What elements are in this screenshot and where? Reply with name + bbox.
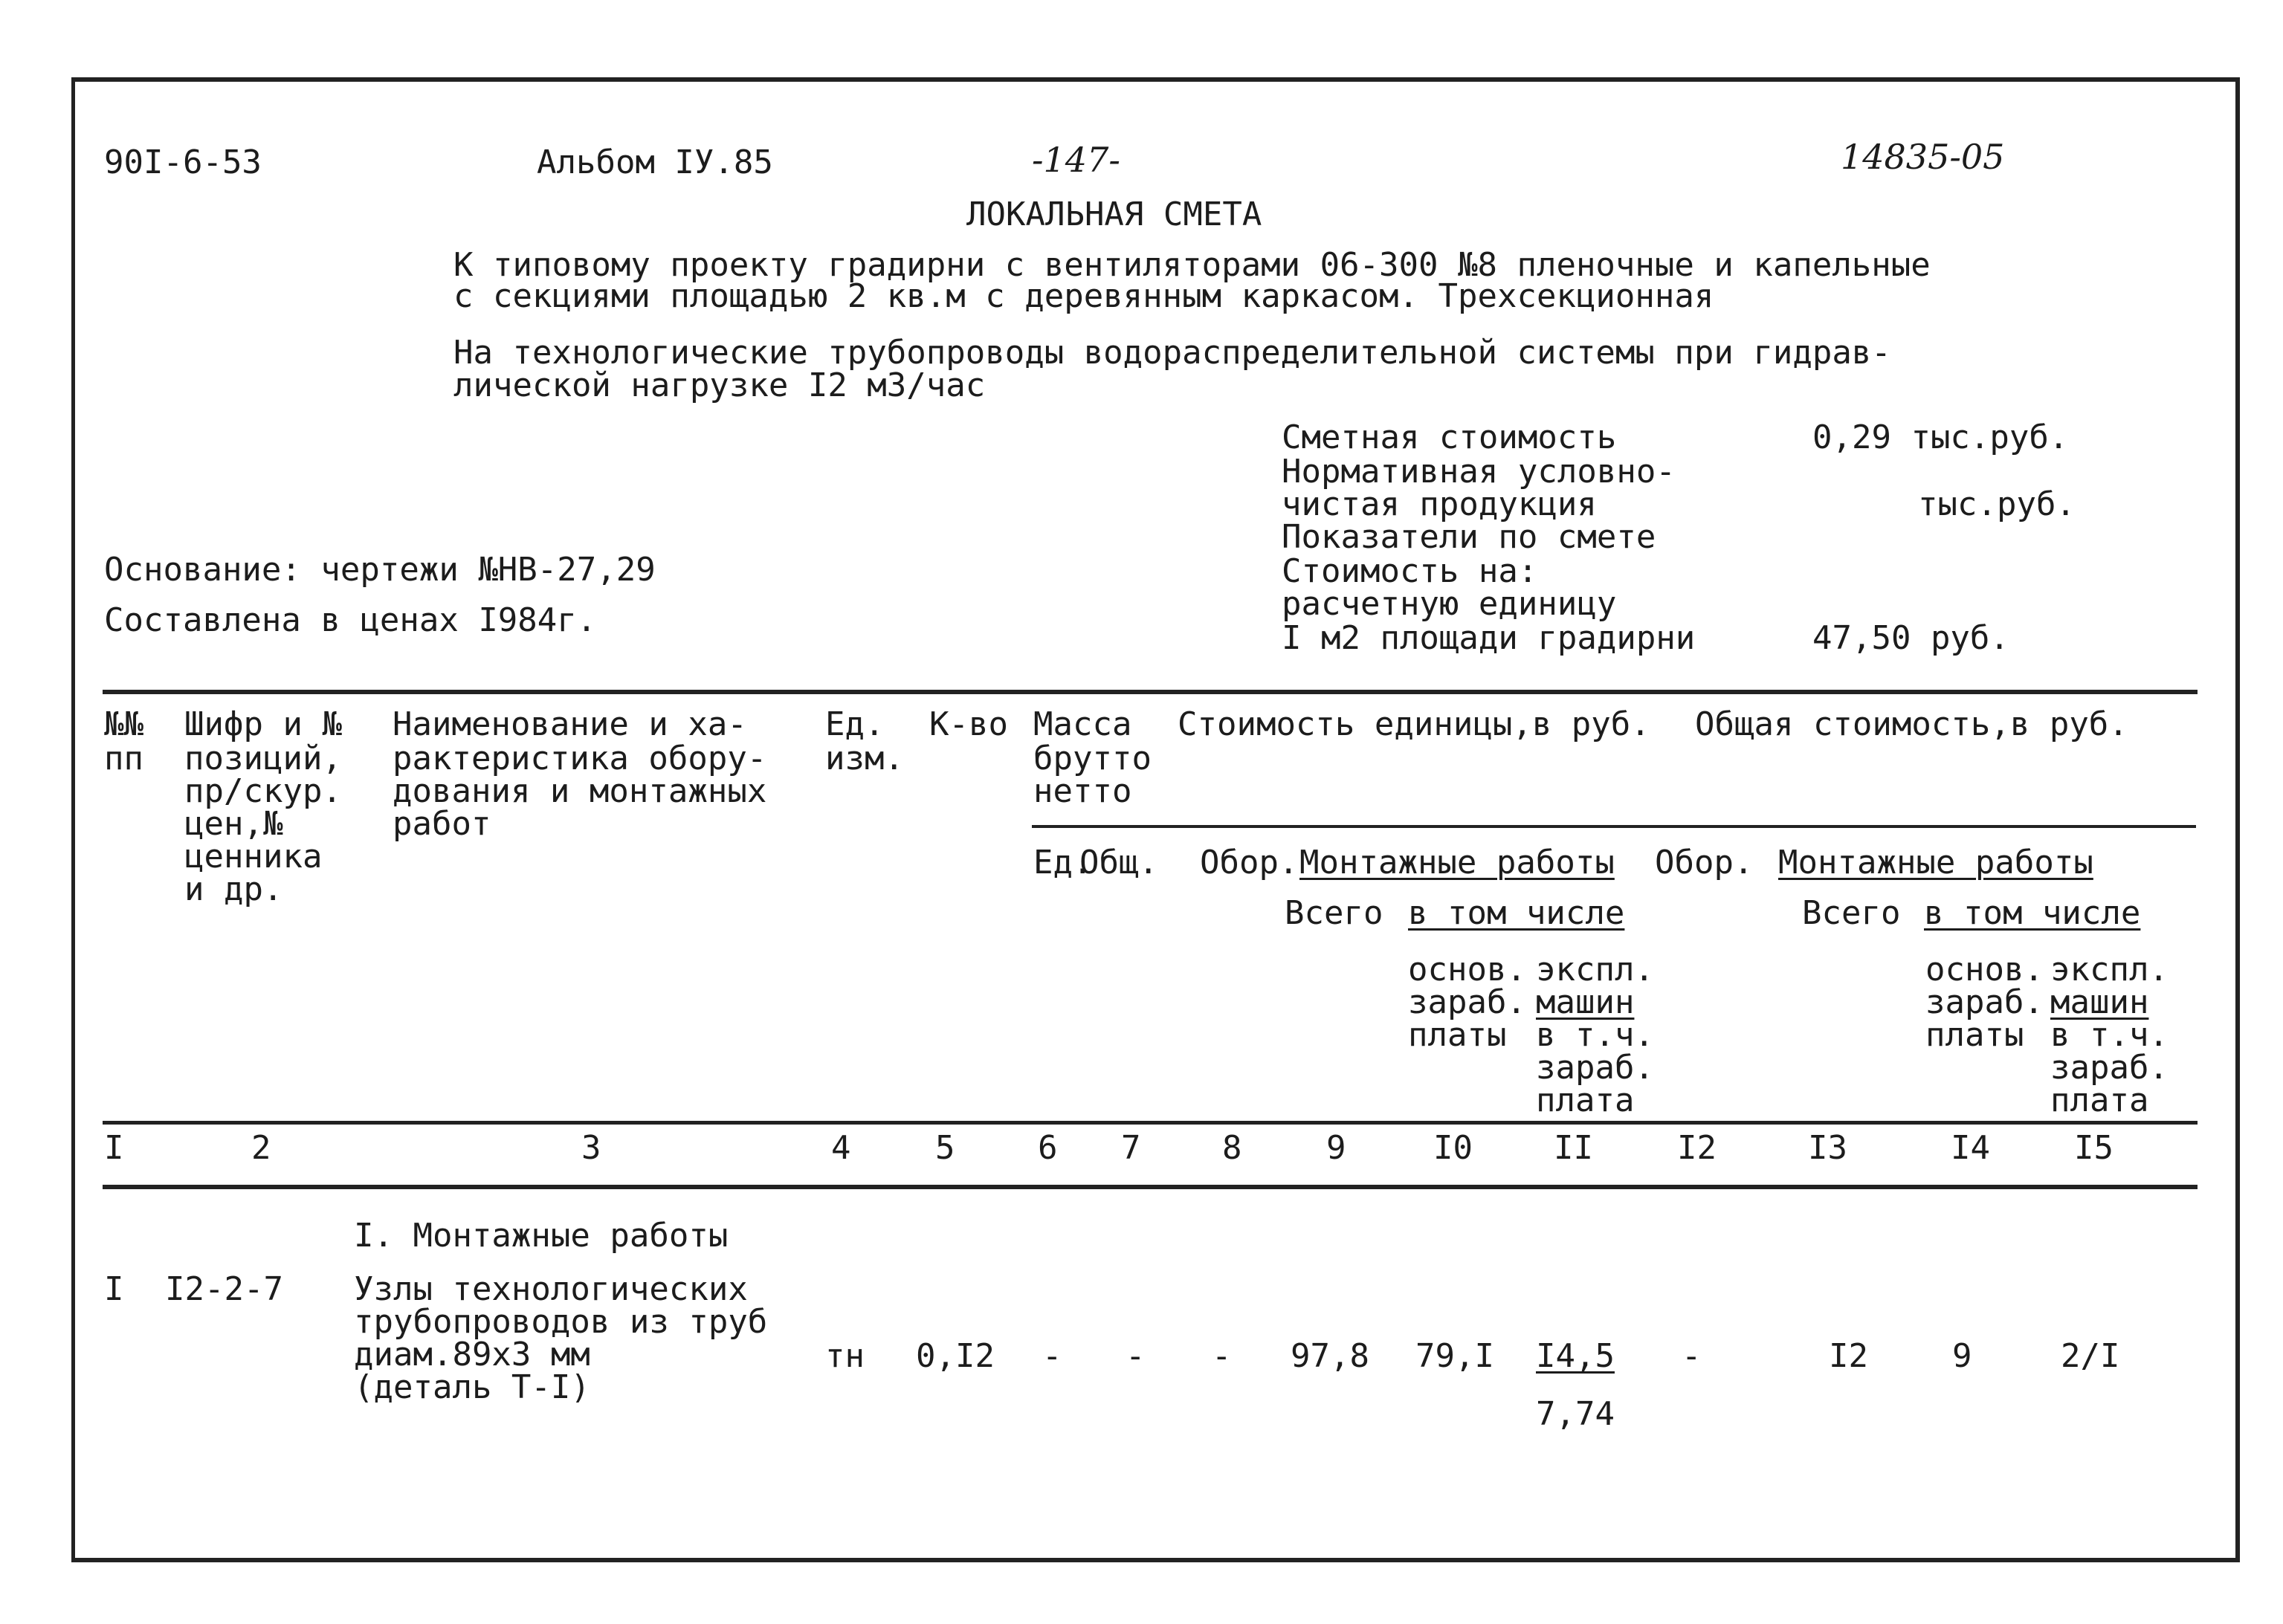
row-col11-wage: 7,74 <box>1536 1395 1615 1433</box>
th-name-4: работ <box>393 805 491 843</box>
row-col11: I4,5 <box>1536 1337 1615 1375</box>
th-sub-obsh: Общ. <box>1079 844 1158 881</box>
th-vtom-1: в том числе <box>1408 894 1625 932</box>
row-col14: 9 <box>1952 1337 1972 1375</box>
row-name-4: (деталь Т-I) <box>354 1368 590 1406</box>
cost-group-rule <box>1032 825 2196 828</box>
th-ekspl-2b: машин <box>2050 983 2149 1021</box>
row-num: I <box>104 1270 124 1308</box>
th-qty: К-во <box>929 705 1008 743</box>
row-name-3: диам.89х3 мм <box>354 1336 590 1374</box>
row-col13: I2 <box>1829 1337 1868 1375</box>
summary-cost-on-label: Стоимость на: <box>1282 552 1538 590</box>
basis-drawings: Основание: чертежи №НВ-27,29 <box>104 551 656 589</box>
th-unit-2: изм. <box>825 740 904 777</box>
page-number: -147- <box>1032 140 1120 180</box>
th-ekspl-1c: в т.ч. <box>1536 1016 1654 1054</box>
summary-area-value: 47,50 руб. <box>1812 619 2009 657</box>
col-number-9: 9 <box>1326 1129 1346 1167</box>
col-number-12: I2 <box>1677 1129 1717 1167</box>
summary-estimated-cost-label: Сметная стоимость <box>1282 418 1617 456</box>
th-code-3: пр/скур. <box>184 772 342 810</box>
project-line-1: К типовому проекту градирни с вентиляторами 06-300 №8 пленочные и капельные <box>453 246 1931 284</box>
th-ekspl-1e: плата <box>1536 1081 1635 1119</box>
col-number-3: 3 <box>581 1129 601 1167</box>
col-number-10: I0 <box>1433 1129 1473 1167</box>
column-numbers-rule <box>103 1185 2198 1189</box>
row-col12: - <box>1682 1337 1702 1375</box>
row-name-2: трубопроводов из труб <box>354 1303 768 1341</box>
row-col7: - <box>1126 1337 1146 1375</box>
th-sub-obor-2: Обор. <box>1655 844 1754 881</box>
album-label: Альбом IУ.85 <box>537 143 773 181</box>
th-osn-1c: платы <box>1408 1016 1507 1054</box>
th-ekspl-2e: плата <box>2050 1081 2149 1119</box>
th-name-2: рактеристика обору- <box>393 740 767 777</box>
scope-line-1: На технологические трубопроводы водораспределительной системы при гидрав- <box>453 334 1891 372</box>
col-number-13: I3 <box>1808 1129 1847 1167</box>
th-mass-2: брутто <box>1033 740 1152 777</box>
row-col15: 2/I <box>2061 1337 2120 1375</box>
row-code: I2-2-7 <box>165 1270 283 1308</box>
col-number-7: 7 <box>1121 1129 1141 1167</box>
row-qty: 0,I2 <box>916 1337 995 1375</box>
th-osn-2a: основ. <box>1925 951 2044 989</box>
col-number-5: 5 <box>935 1129 955 1167</box>
header-bottom-rule <box>103 1121 2198 1125</box>
col-number-6: 6 <box>1038 1129 1058 1167</box>
table-top-rule <box>103 690 2198 694</box>
th-vsego-1: Всего <box>1285 894 1383 932</box>
summary-normative-label-2: чистая продукция <box>1282 485 1597 523</box>
th-ekspl-1a: экспл. <box>1536 951 1654 989</box>
document-number: 14835-05 <box>1841 137 2005 177</box>
th-unit-cost: Стоимость единицы,в руб. <box>1178 705 1650 743</box>
doc-code: 90I-6-53 <box>104 143 262 181</box>
basis-prices: Составлена в ценах I984г. <box>104 601 597 639</box>
th-sub-mont-1: Монтажные работы <box>1299 844 1615 881</box>
th-ekspl-2d: зараб. <box>2050 1049 2169 1087</box>
row-col8: - <box>1212 1337 1232 1375</box>
th-osn-1b: зараб. <box>1408 983 1526 1021</box>
th-vsego-2: Всего <box>1802 894 1901 932</box>
col-number-8: 8 <box>1222 1129 1242 1167</box>
project-line-2: с секциями площадью 2 кв.м с деревянным каркасом. Трехсекционная <box>453 277 1714 315</box>
th-sub-ed: Ед. <box>1033 844 1093 881</box>
th-osn-2c: платы <box>1925 1016 2024 1054</box>
th-code-5: ценника <box>184 838 323 876</box>
th-code-2: позиций, <box>184 740 342 777</box>
summary-unit-label: расчетную единицу <box>1282 585 1617 623</box>
th-mass-1: Масса <box>1033 705 1132 743</box>
th-num-1: №№ <box>104 705 143 743</box>
th-ekspl-1d: зараб. <box>1536 1049 1654 1087</box>
row-name-1: Узлы технологических <box>354 1270 748 1308</box>
th-name-3: дования и монтажных <box>393 772 767 810</box>
col-number-4: 4 <box>831 1129 851 1167</box>
summary-estimated-cost-value: 0,29 тыс.руб. <box>1812 418 2069 456</box>
summary-indicators-label: Показатели по смете <box>1282 518 1656 556</box>
document-title: ЛОКАЛЬНАЯ СМЕТА <box>966 195 1262 233</box>
th-name-1: Наименование и ха- <box>393 705 747 743</box>
th-unit-1: Ед. <box>825 705 885 743</box>
summary-normative-label-1: Нормативная условно- <box>1282 453 1676 491</box>
section-title: I. Монтажные работы <box>354 1217 729 1255</box>
col-number-14: I4 <box>1951 1129 1990 1167</box>
summary-normative-value: тыс.руб. <box>1918 485 2076 523</box>
row-unit: тн <box>825 1337 865 1375</box>
th-code-6: и др. <box>184 870 283 908</box>
row-col6: - <box>1042 1337 1062 1375</box>
row-col10: 79,I <box>1415 1337 1494 1375</box>
col-number-11: II <box>1554 1129 1593 1167</box>
th-code-1: Шифр и № <box>184 705 342 743</box>
th-sub-mont-2: Монтажные работы <box>1778 844 2093 881</box>
scope-line-2: лической нагрузке I2 м3/час <box>453 366 986 404</box>
th-num-2: пп <box>104 740 143 777</box>
col-number-2: 2 <box>251 1129 271 1167</box>
th-sub-obor-1: Обор. <box>1200 844 1299 881</box>
th-ekspl-1b: машин <box>1536 983 1635 1021</box>
col-number-15: I5 <box>2074 1129 2114 1167</box>
summary-area-label: I м2 площади градирни <box>1282 619 1696 657</box>
col-number-1: I <box>104 1129 124 1167</box>
th-total-cost: Общая стоимость,в руб. <box>1695 705 2128 743</box>
th-code-4: цен,№ <box>184 805 283 843</box>
th-mass-3: нетто <box>1033 772 1132 810</box>
th-vtom-2: в том числе <box>1924 894 2141 932</box>
row-col9: 97,8 <box>1291 1337 1369 1375</box>
th-osn-2b: зараб. <box>1925 983 2044 1021</box>
th-ekspl-2c: в т.ч. <box>2050 1016 2169 1054</box>
th-osn-1a: основ. <box>1408 951 1526 989</box>
th-ekspl-2a: экспл. <box>2050 951 2169 989</box>
